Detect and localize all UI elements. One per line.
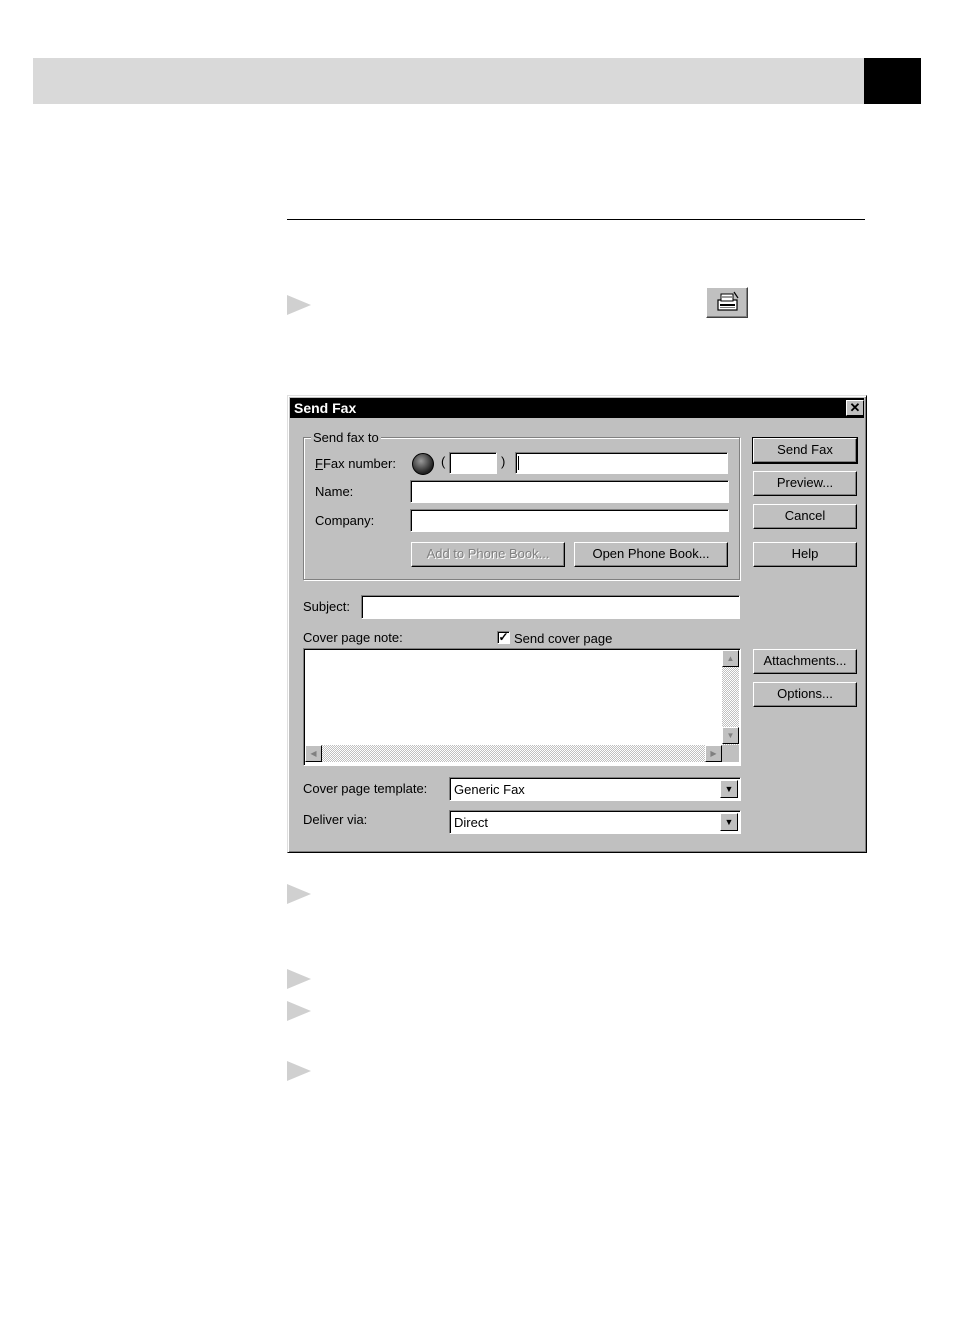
preview-button[interactable]: Preview... <box>753 471 857 496</box>
fax-number-label: FFax number: <box>315 456 396 471</box>
add-to-phone-book-button[interactable]: Add to Phone Book... <box>411 542 565 567</box>
scroll-down-icon[interactable]: ▼ <box>722 727 739 744</box>
send-cover-page-checkbox[interactable]: ✓ <box>498 630 509 644</box>
page-header-tab <box>864 58 921 104</box>
close-paren: ) <box>501 454 506 469</box>
cover-page-note-label: Cover page note: <box>303 630 403 645</box>
scroll-left-icon[interactable]: ◀ <box>305 745 322 762</box>
scroll-corner <box>722 745 739 762</box>
dialog-titlebar <box>290 398 864 418</box>
cover-template-value: Generic Fax <box>454 782 525 797</box>
group-legend: Send fax to <box>313 430 379 445</box>
send-fax-button[interactable]: Send Fax <box>753 438 857 463</box>
open-paren: ( <box>441 454 446 469</box>
area-code-input[interactable] <box>449 452 497 474</box>
dialog-title: Send Fax <box>294 400 357 416</box>
chevron-down-icon[interactable]: ▼ <box>720 813 738 831</box>
horizontal-scrollbar[interactable] <box>305 745 722 762</box>
help-button[interactable]: Help <box>753 542 857 567</box>
step-arrow-icon <box>287 1001 311 1021</box>
step-arrow-icon <box>287 1061 311 1081</box>
fax-machine-icon <box>707 288 747 317</box>
name-input[interactable] <box>410 480 729 503</box>
cancel-button[interactable]: Cancel <box>753 504 857 529</box>
globe-icon[interactable] <box>412 453 434 475</box>
fax-number-input[interactable] <box>515 452 728 474</box>
subject-input[interactable] <box>361 595 740 619</box>
options-button[interactable]: Options... <box>753 682 857 707</box>
company-input[interactable] <box>410 509 729 532</box>
step-arrow-icon <box>287 969 311 989</box>
deliver-via-label: Deliver via: <box>303 812 368 827</box>
name-label: Name: <box>315 484 354 499</box>
deliver-via-select[interactable] <box>449 810 741 834</box>
text-caret <box>518 456 519 470</box>
open-phone-book-button[interactable]: Open Phone Book... <box>574 542 728 567</box>
cover-page-note-textarea[interactable] <box>303 648 741 766</box>
send-fax-dialog <box>287 395 867 853</box>
scroll-right-icon[interactable]: ▶ <box>705 745 722 762</box>
vertical-scrollbar[interactable] <box>722 650 739 745</box>
page-header-band <box>33 58 864 104</box>
send-cover-page-label: Send cover page <box>514 631 613 646</box>
scroll-up-icon[interactable]: ▲ <box>722 650 739 667</box>
subject-label: Subject: <box>303 599 350 614</box>
send-fax-toolbar-button[interactable] <box>706 287 748 318</box>
close-icon[interactable]: ✕ <box>846 400 864 416</box>
step-arrow-icon <box>287 884 311 904</box>
fax-number-label-text: Fax number: <box>322 456 396 471</box>
section-divider <box>287 219 865 220</box>
cover-page-template-label: Cover page template: <box>303 781 428 796</box>
deliver-via-value: Direct <box>454 815 488 830</box>
cover-page-template-select[interactable] <box>449 777 741 801</box>
attachments-button[interactable]: Attachments... <box>753 649 857 674</box>
company-label: Company: <box>315 513 375 528</box>
step-arrow-icon <box>287 295 311 315</box>
chevron-down-icon[interactable]: ▼ <box>720 780 738 798</box>
